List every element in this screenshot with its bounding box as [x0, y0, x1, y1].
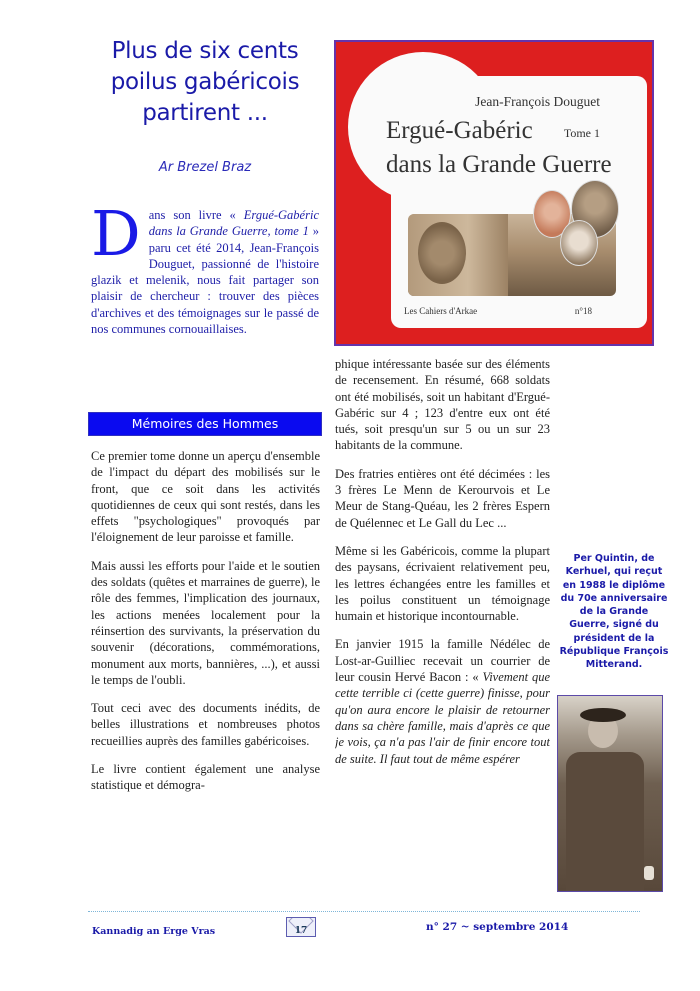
footer-issue: n° 27 ~ septembre 2014	[426, 921, 569, 933]
drop-cap: D	[91, 207, 141, 270]
letter-paragraph	[335, 636, 550, 766]
paragraph: Des fratries entières ont été décimées : les 3 frères Le Menn de Kerourvois et Le Meur de Stang-Quéau, les 2 frères Espern de Quélennec et Le Gall du Lec ...	[335, 466, 550, 530]
photo-caption: Per Quintin, de Kerhuel, qui reçut en 1988 le diplôme du 70e anniversaire de la Grande Guerre, signé du président de la République François Mitterand.	[559, 553, 669, 671]
cover-portrait-nurse	[560, 220, 598, 266]
section-heading: Mémoires des Hommes	[88, 412, 322, 436]
cover-title	[386, 114, 612, 182]
book-cover-image	[334, 40, 654, 346]
cover-author: Jean-François Douguet	[475, 94, 600, 109]
intro-text-1: ans son livre «	[148, 208, 244, 222]
monument-medallion	[418, 222, 466, 284]
page-number-badge	[286, 917, 316, 937]
cover-title-line-1: Ergué-Gabéric	[386, 117, 533, 144]
paragraph: Mais aussi les efforts pour l'aide et le soutien des soldats (quêtes et marraines de guerre), le rôle des femmes, l'implication des journaux, les actions menées localement pour la réinsertion des survivants, la préservation du souvenir (décorations, commémorations, monument aux morts, bannières, ...), et aussi le temps de l'oubli.	[91, 558, 320, 687]
intro-text-2: » paru cet été 2014, Jean-François Douguet, passionné de l'histoire glazik et melenik, nous fait partager son plaisir de chercheur : trouver des pièces d'archives et des témoignages sur le passé de nos communes cornouaillaises.	[91, 224, 319, 337]
page-number: 17	[294, 926, 308, 936]
cover-title-line-2: dans la Grande Guerre	[386, 151, 612, 178]
per-quintin-photo	[557, 695, 663, 892]
letter-quote: Vivement que cette terrible ci (cette guerre) finisse, pour qu'on aura encore le plaisir de retourner dans sa chère famille, mais d'après ce que je vois, ça n'a pas l'air de finir encore tout de suite. Il faut tout de même espérer	[335, 670, 550, 766]
footer-publication: Kannadig an Erge Vras	[92, 926, 216, 937]
left-column	[91, 448, 320, 903]
paragraph: Même si les Gabéricois, comme la plupart des paysans, écrivaient relativement peu, les lettres échangées entre les familles et les poilus constituent un témoignage humain et historique incontournable.	[335, 543, 550, 624]
cover-series: Les Cahiers d'Arkae	[404, 306, 478, 316]
intro-paragraph	[91, 207, 319, 387]
paragraph: Le livre contient également une analyse statistique et démogra-	[91, 762, 320, 793]
middle-column	[335, 356, 550, 898]
cover-tome: Tome 1	[563, 126, 600, 140]
article-author: Ar Brezel Braz	[158, 160, 252, 175]
paragraph: Ce premier tome donne un aperçu d'ensemble de l'impact du départ des mobilisés sur le front, que ce soit dans les activités quotidiennes de ceux qui sont restés, dans les effets "psychologiques" provoqués par l'éloignement de leur paroisse et famille.	[91, 449, 320, 545]
footer-divider	[88, 911, 640, 912]
photo-hand	[644, 866, 654, 880]
article-title: Plus de six cents poilus gabéricois partirent ...	[110, 38, 300, 126]
photo-coat	[566, 752, 644, 892]
cover-number: n°18	[574, 306, 592, 316]
photo-hat	[580, 708, 626, 722]
letter-lead: En janvier 1915 la famille Nédélec de Lost-ar-Guilliec recevait un courrier de leur cousin Hervé Bacon : «	[335, 637, 550, 685]
paragraph: phique intéressante basée sur des éléments de recensement. En résumé, 668 soldats ont été mobilisés, soit un habitant d'Ergué-Gabéric sur 4 ; 123 d'entre eux ont été tués, soit presqu'un sur 5 ou un sur 23 habitants de la commune.	[335, 357, 550, 453]
intro-book-title: Ergué-Gabéric dans la Grande Guerre, tome 1	[148, 208, 319, 239]
paragraph: Tout ceci avec des documents inédits, de belles illustrations et nombreuses photos recueillies auprès des familles gabéricoises.	[91, 701, 320, 748]
